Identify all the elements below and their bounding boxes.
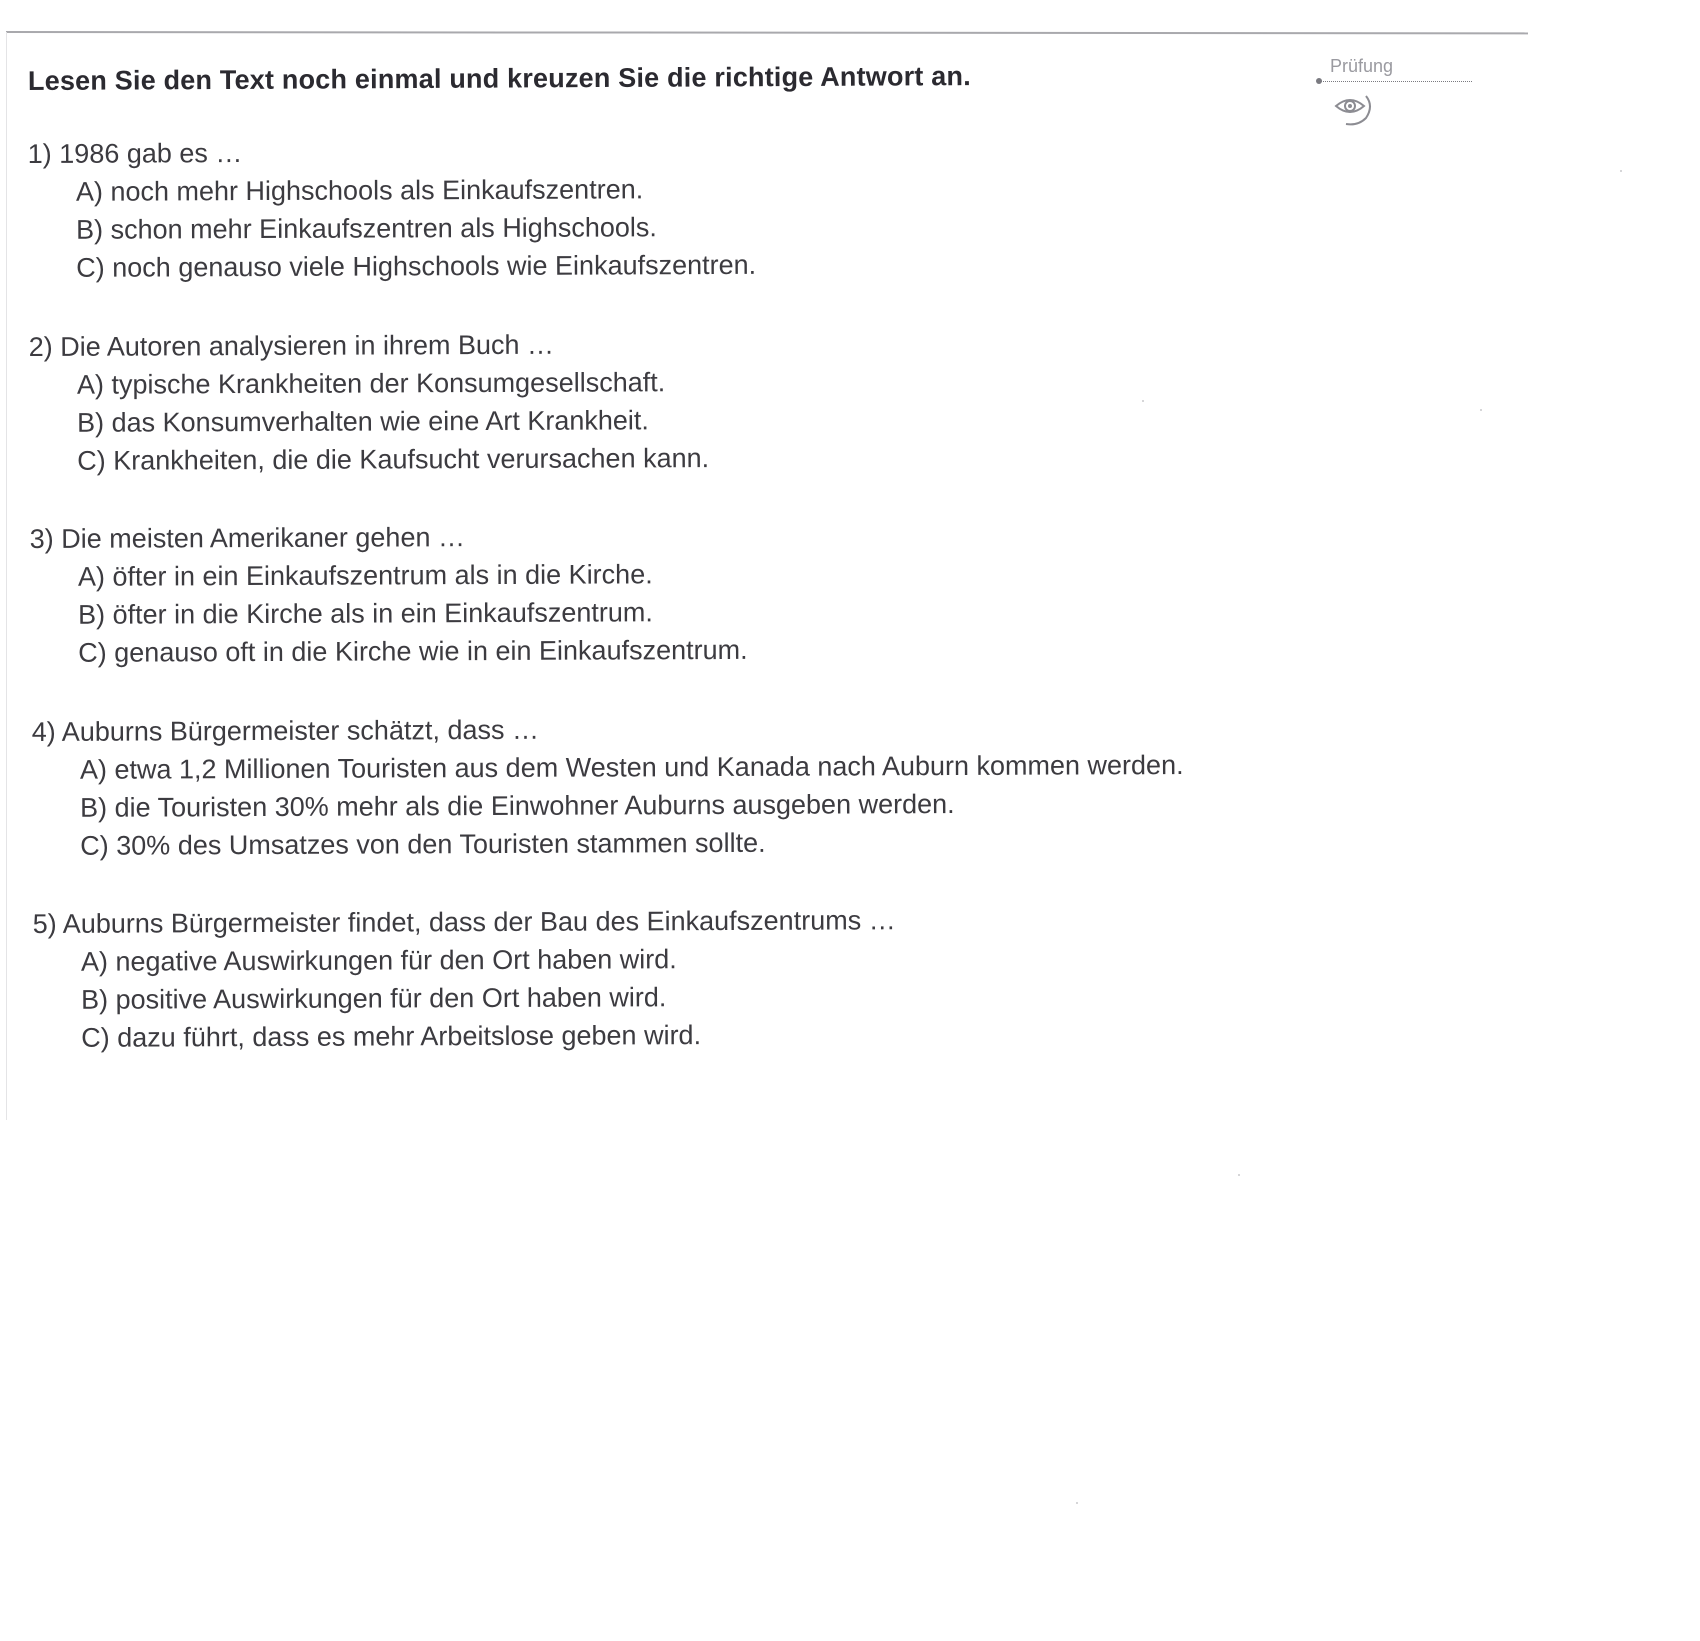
question-stem: 1) 1986 gab es … xyxy=(27,138,243,170)
question-3 xyxy=(30,519,748,672)
exam-tag-label: Prüfung xyxy=(1330,56,1394,76)
question-1 xyxy=(28,134,757,287)
option-list xyxy=(81,939,896,1057)
scan-speck xyxy=(1142,400,1144,402)
answer-option-b[interactable]: B) die Touristen 30% mehr als die Einwohner Auburns ausgeben werden. xyxy=(80,788,955,823)
question-4 xyxy=(32,710,1184,865)
answer-option-a[interactable]: A) typische Krankheiten der Konsumgesellschaft. xyxy=(76,367,666,400)
scan-speck xyxy=(1076,1502,1078,1504)
answer-option-c[interactable]: C) noch genauso viele Highschools wie Einkaufszentren. xyxy=(76,249,757,283)
answer-option-c[interactable]: C) genauso oft in die Kirche wie in ein Einkaufszentrum. xyxy=(78,634,748,668)
question-stem: 4) Auburns Bürgermeister schätzt, dass … xyxy=(31,714,540,748)
answer-option-b[interactable]: B) positive Auswirkungen für den Ort haben wird. xyxy=(81,982,667,1015)
answer-option-b[interactable]: B) schon mehr Einkaufszentren als Highschools. xyxy=(76,212,657,245)
option-list xyxy=(76,170,756,287)
answer-option-b[interactable]: B) öfter in die Kirche als in ein Einkaufszentrum. xyxy=(78,597,653,630)
answer-option-c[interactable]: C) 30% des Umsatzes von den Touristen stammen sollte. xyxy=(80,827,766,861)
scan-speck xyxy=(1238,1174,1240,1176)
option-list xyxy=(80,746,1184,865)
eye-icon xyxy=(1330,90,1376,128)
option-list xyxy=(78,555,748,672)
exam-tag xyxy=(1316,54,1472,124)
answer-option-a[interactable]: A) etwa 1,2 Millionen Touristen aus dem Westen und Kanada nach Auburn kommen werden. xyxy=(79,749,1184,785)
instruction-heading: Lesen Sie den Text noch einmal und kreuzen Sie die richtige Antwort an. xyxy=(27,61,971,96)
left-margin-rule xyxy=(6,32,7,1120)
answer-option-c[interactable]: C) Krankheiten, die die Kaufsucht verursachen kann. xyxy=(77,443,710,476)
option-list xyxy=(77,363,709,480)
answer-option-a[interactable]: A) öfter in ein Einkaufszentrum als in die Kirche. xyxy=(77,559,653,592)
exam-tag-line xyxy=(1318,81,1472,82)
question-stem: 3) Die meisten Amerikaner gehen … xyxy=(29,522,466,555)
question-stem: 2) Die Autoren analysieren in ihrem Buch … xyxy=(28,329,555,363)
answer-option-c[interactable]: C) dazu führt, dass es mehr Arbeitslose geben wird. xyxy=(81,1020,702,1053)
answer-option-a[interactable]: A) negative Auswirkungen für den Ort haben wird. xyxy=(80,944,677,977)
answer-option-a[interactable]: A) noch mehr Highschools als Einkaufszentren. xyxy=(75,174,644,207)
top-rule xyxy=(6,31,1528,34)
question-2 xyxy=(29,327,710,480)
scan-speck xyxy=(1620,170,1622,172)
question-stem: 5) Auburns Bürgermeister findet, dass der Bau des Einkaufszentrums … xyxy=(32,905,896,940)
question-5 xyxy=(33,903,897,1057)
answer-option-b[interactable]: B) das Konsumverhalten wie eine Art Krankheit. xyxy=(77,405,649,438)
scan-speck xyxy=(1480,409,1482,411)
